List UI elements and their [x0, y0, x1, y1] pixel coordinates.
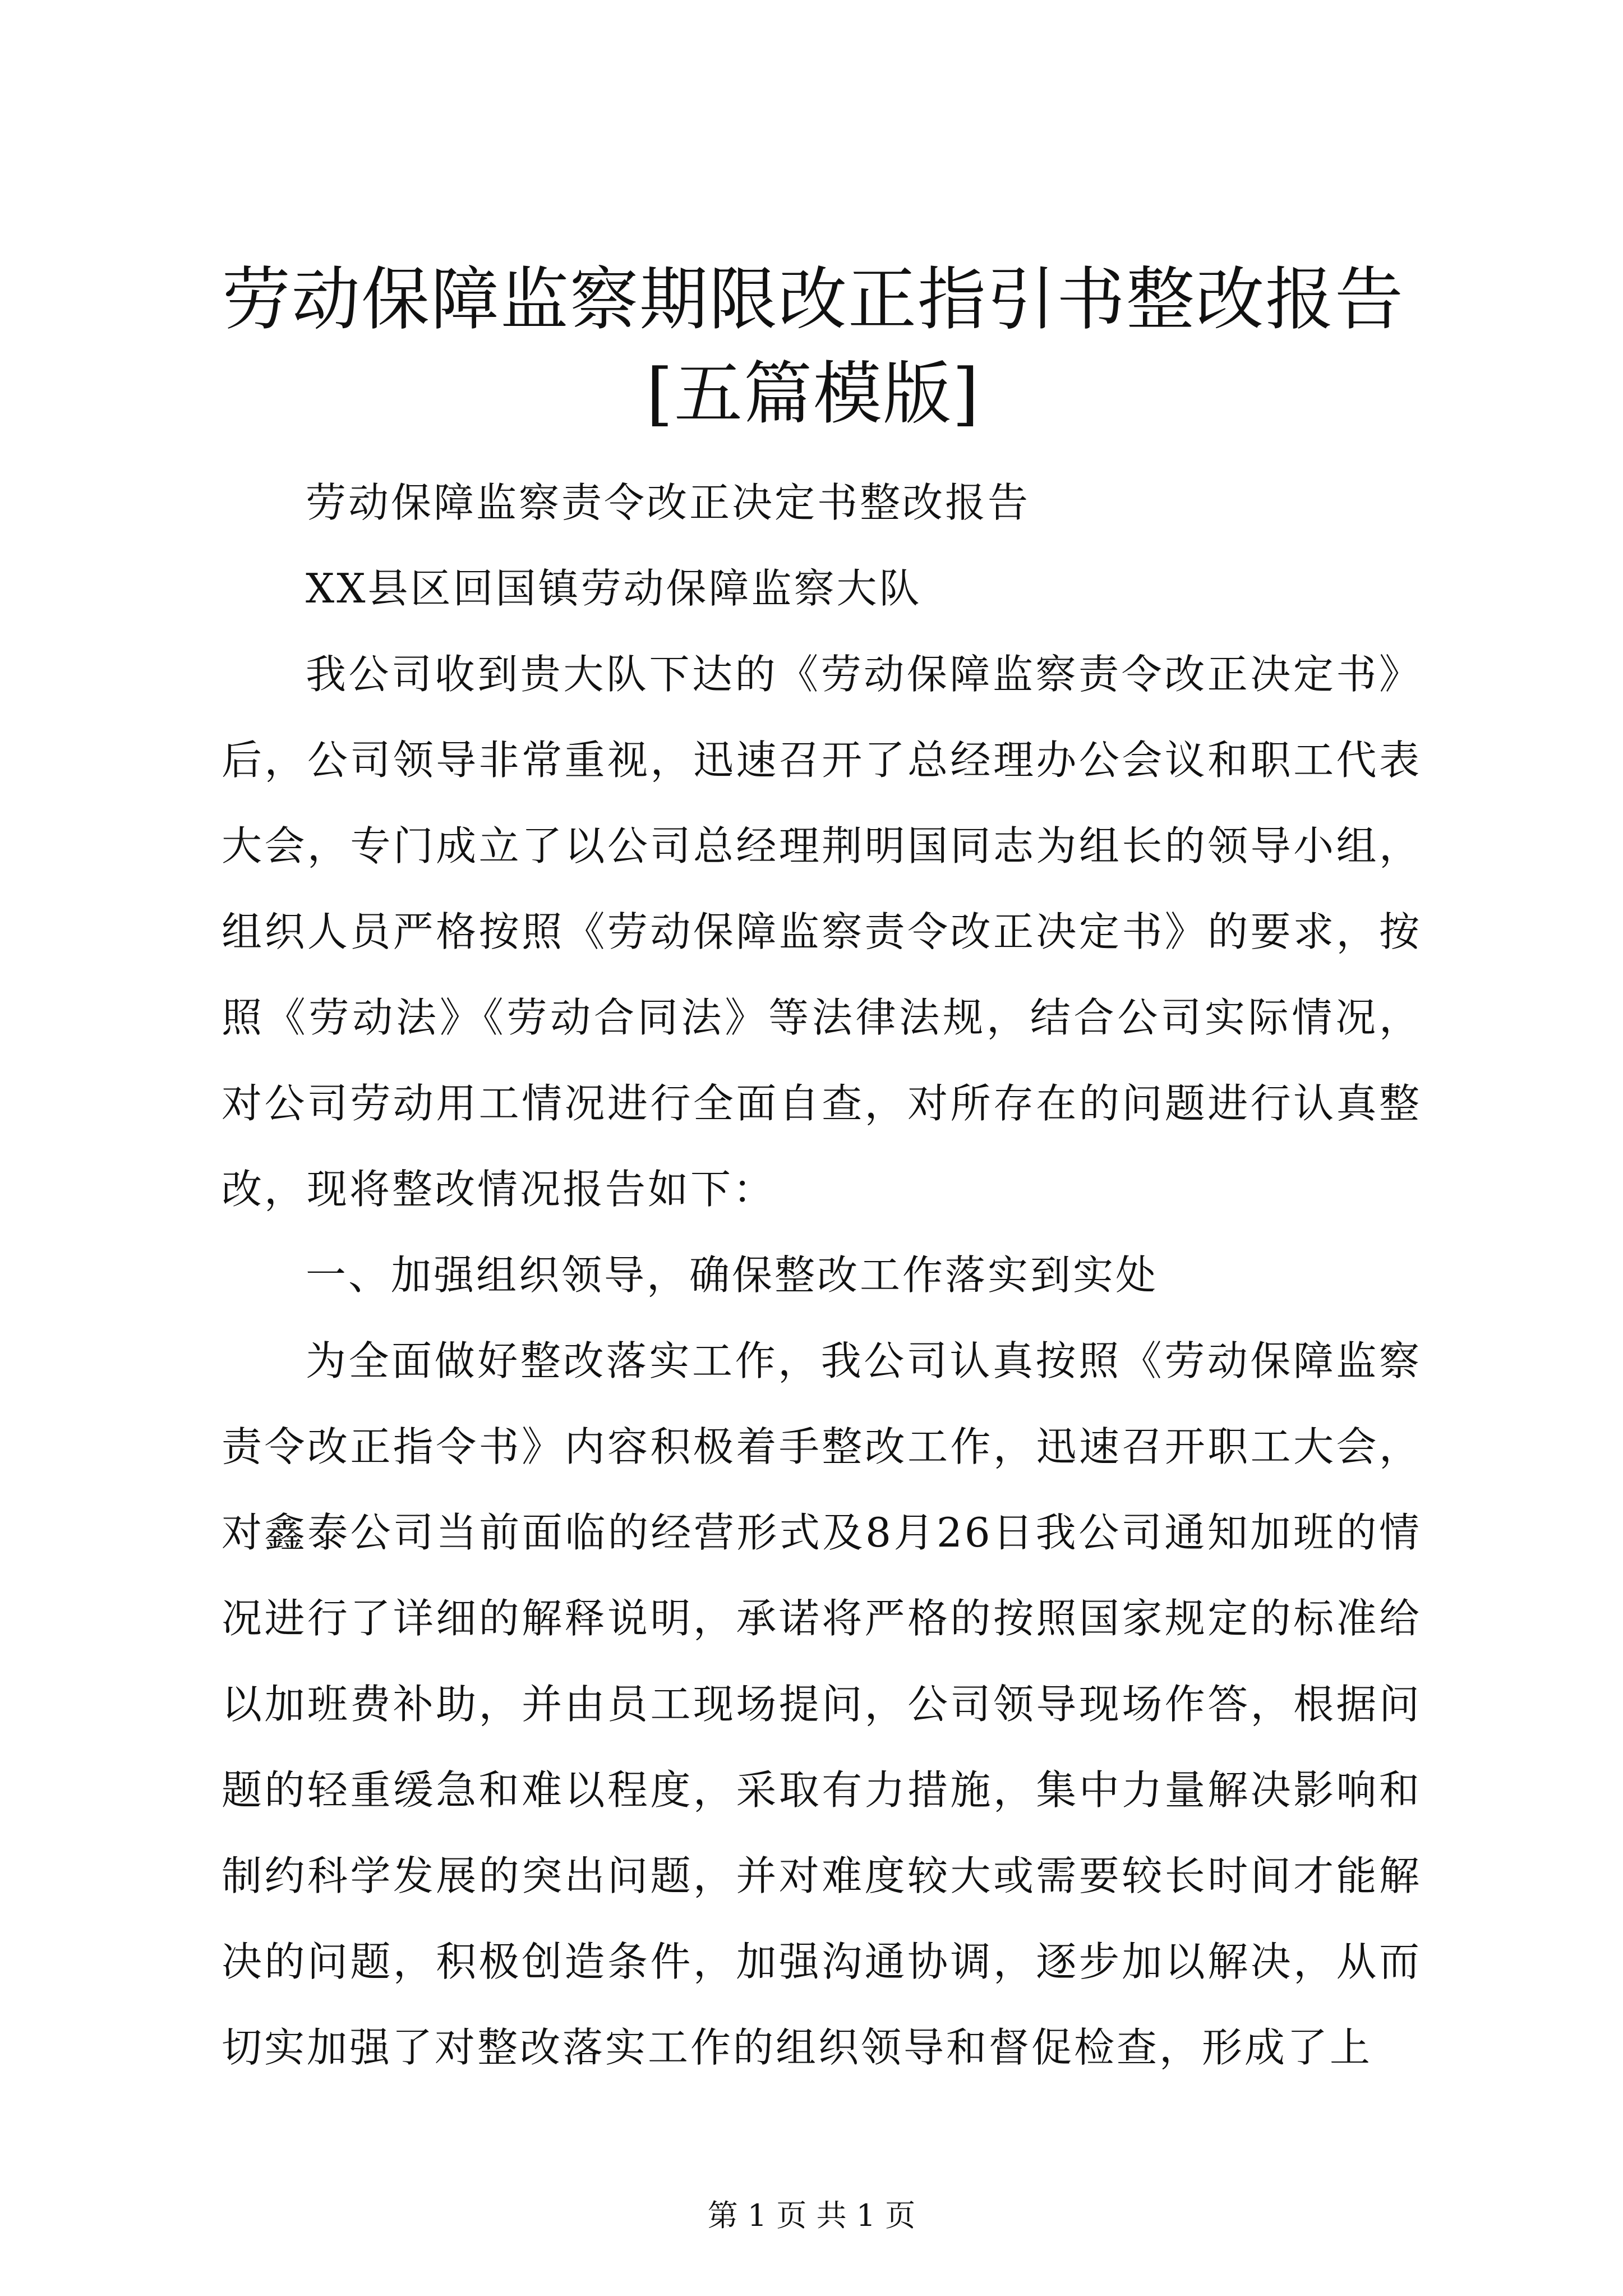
paragraph-section-1-heading: 一、加强组织领导，确保整改工作落实到实处 [306, 1251, 1159, 1299]
document-body [222, 460, 1422, 2091]
page-footer: 第 1 页 共 1 页 [707, 2198, 916, 2233]
paragraph-section-1-body: 为全面做好整改落实工作，我公司认真按照《劳动保障监察责令改正指令书》内容积极着手整改工作，迅速召开职工大会，对鑫泰公司当前面临的经营形式及8月26日我公司通知加班的情况进行了详细的解释说明，承诺将严格的按照国家规定的标准给以加班费补助，并由员工现场提问，公司领导现场作答，根据问题的轻重缓急和难以程度，采取有力措施，集中力量解决影响和制约科学发展的突出问题，并对难度较大或需要较长时间才能解决的问题，积极创造条件，加强沟通协调，逐步加以解决，从而切实加强了对整改落实工作的组织领导和督促检查，形成了上 [222, 1337, 1422, 2071]
paragraph-heading: 劳动保障监察责令改正决定书整改报告 [306, 479, 1031, 526]
paragraph-intro: 我公司收到贵大队下达的《劳动保障监察责令改正决定书》后，公司领导非常重视，迅速召开了总经理办公会议和职工代表大会，专门成立了以公司总经理荆明国同志为组长的领导小组，组织人员严格按照《劳动保障监察责令改正决定书》的要求，按照《劳动法》《劳动合同法》等法律法规，结合公司实际情况，对公司劳动用工情况进行全面自查，对所存在的问题进行认真整改，现将整改情况报告如下： [222, 651, 1422, 1213]
document-title: 劳动保障监察期限改正指引书整改报告[五篇模版] [222, 260, 1404, 434]
paragraph-recipient: XX县区回国镇劳动保障监察大队 [306, 565, 922, 612]
